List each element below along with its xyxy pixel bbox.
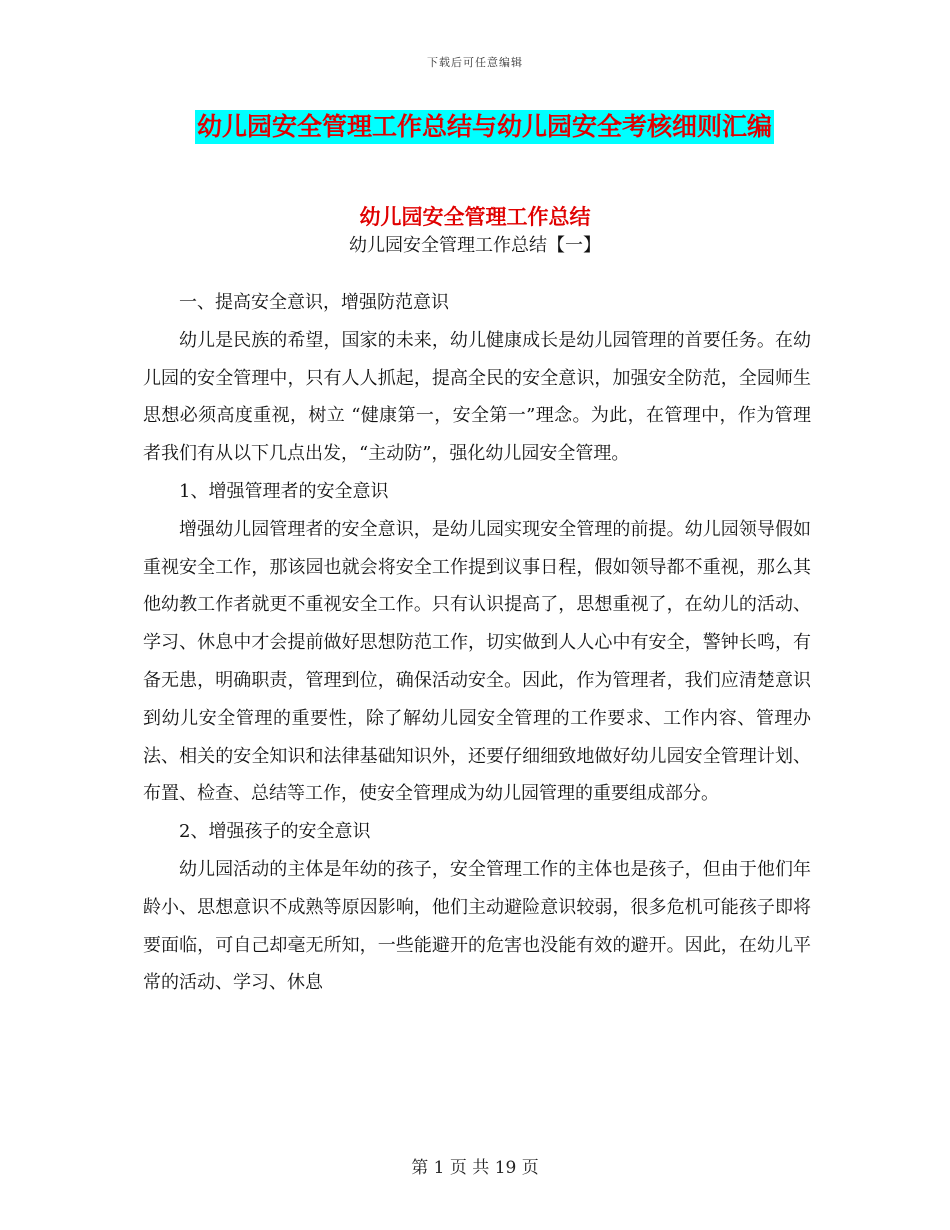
paragraph-heading-3: 2、增强孩子的安全意识 (179, 821, 371, 843)
paragraph: 幼儿园活动的主体是年幼的孩子，安全管理工作的主体也是孩子，但由于他们年龄小、思想意识不成熟等原因影响，他们主动避险意识较弱，很多危机可能孩子即将要面临，可自己却毫无所知，一些能避开的危害也没能有效的避开。因此，在幼儿平常的活动、学习、休息 (143, 858, 811, 994)
page-header-note: 下载后可任意编辑 (427, 56, 523, 69)
page-number: 第 1 页 共 19 页 (411, 1158, 539, 1178)
paragraph: 增强幼儿园管理者的安全意识，是幼儿园实现安全管理的前提。幼儿园领导假如重视安全工作，那该园也就会将安全工作提到议事日程，假如领导都不重视，那么其他幼教工作者就更不重视安全工作。只有认识提高了，思想重视了，在幼儿的活动、学习、休息中才会提前做好思想防范工作，切实做到人人心中有安全，警钟长鸣，有备无患，明确职责，管理到位，确保活动安全。因此，作为管理者，我们应清楚意识到幼儿安全管理的重要性，除了解幼儿园安全管理的工作要求、工作内容、管理办法、相关的安全知识和法律基础知识外，还要仔细细致地做好幼儿园安全管理计划、布置、检查、总结等工作，使安全管理成为幼儿园管理的重要组成部分。 (143, 518, 811, 805)
document-title: 幼儿园安全管理工作总结与幼儿园安全考核细则汇编 (195, 110, 774, 144)
section-title: 幼儿园安全管理工作总结 (359, 205, 591, 229)
paragraph: 幼儿是民族的希望，国家的未来，幼儿健康成长是幼儿园管理的首要任务。在幼儿园的安全管理中，只有人人抓起，提高全民的安全意识，加强安全防范，全园师生思想必须高度重视，树立 “健康第一，安全第一”理念。为此，在管理中，作为管理者我们有从以下几点出发，“主动防”，强化幼儿园安全管理。 (143, 329, 811, 465)
document-body (143, 284, 811, 1002)
paragraph-heading-1: 一、提高安全意识，增强防范意识 (179, 292, 449, 313)
subsection-title: 幼儿园安全管理工作总结【一】 (349, 235, 601, 256)
paragraph-heading-2: 1、增强管理者的安全意识 (179, 480, 389, 502)
